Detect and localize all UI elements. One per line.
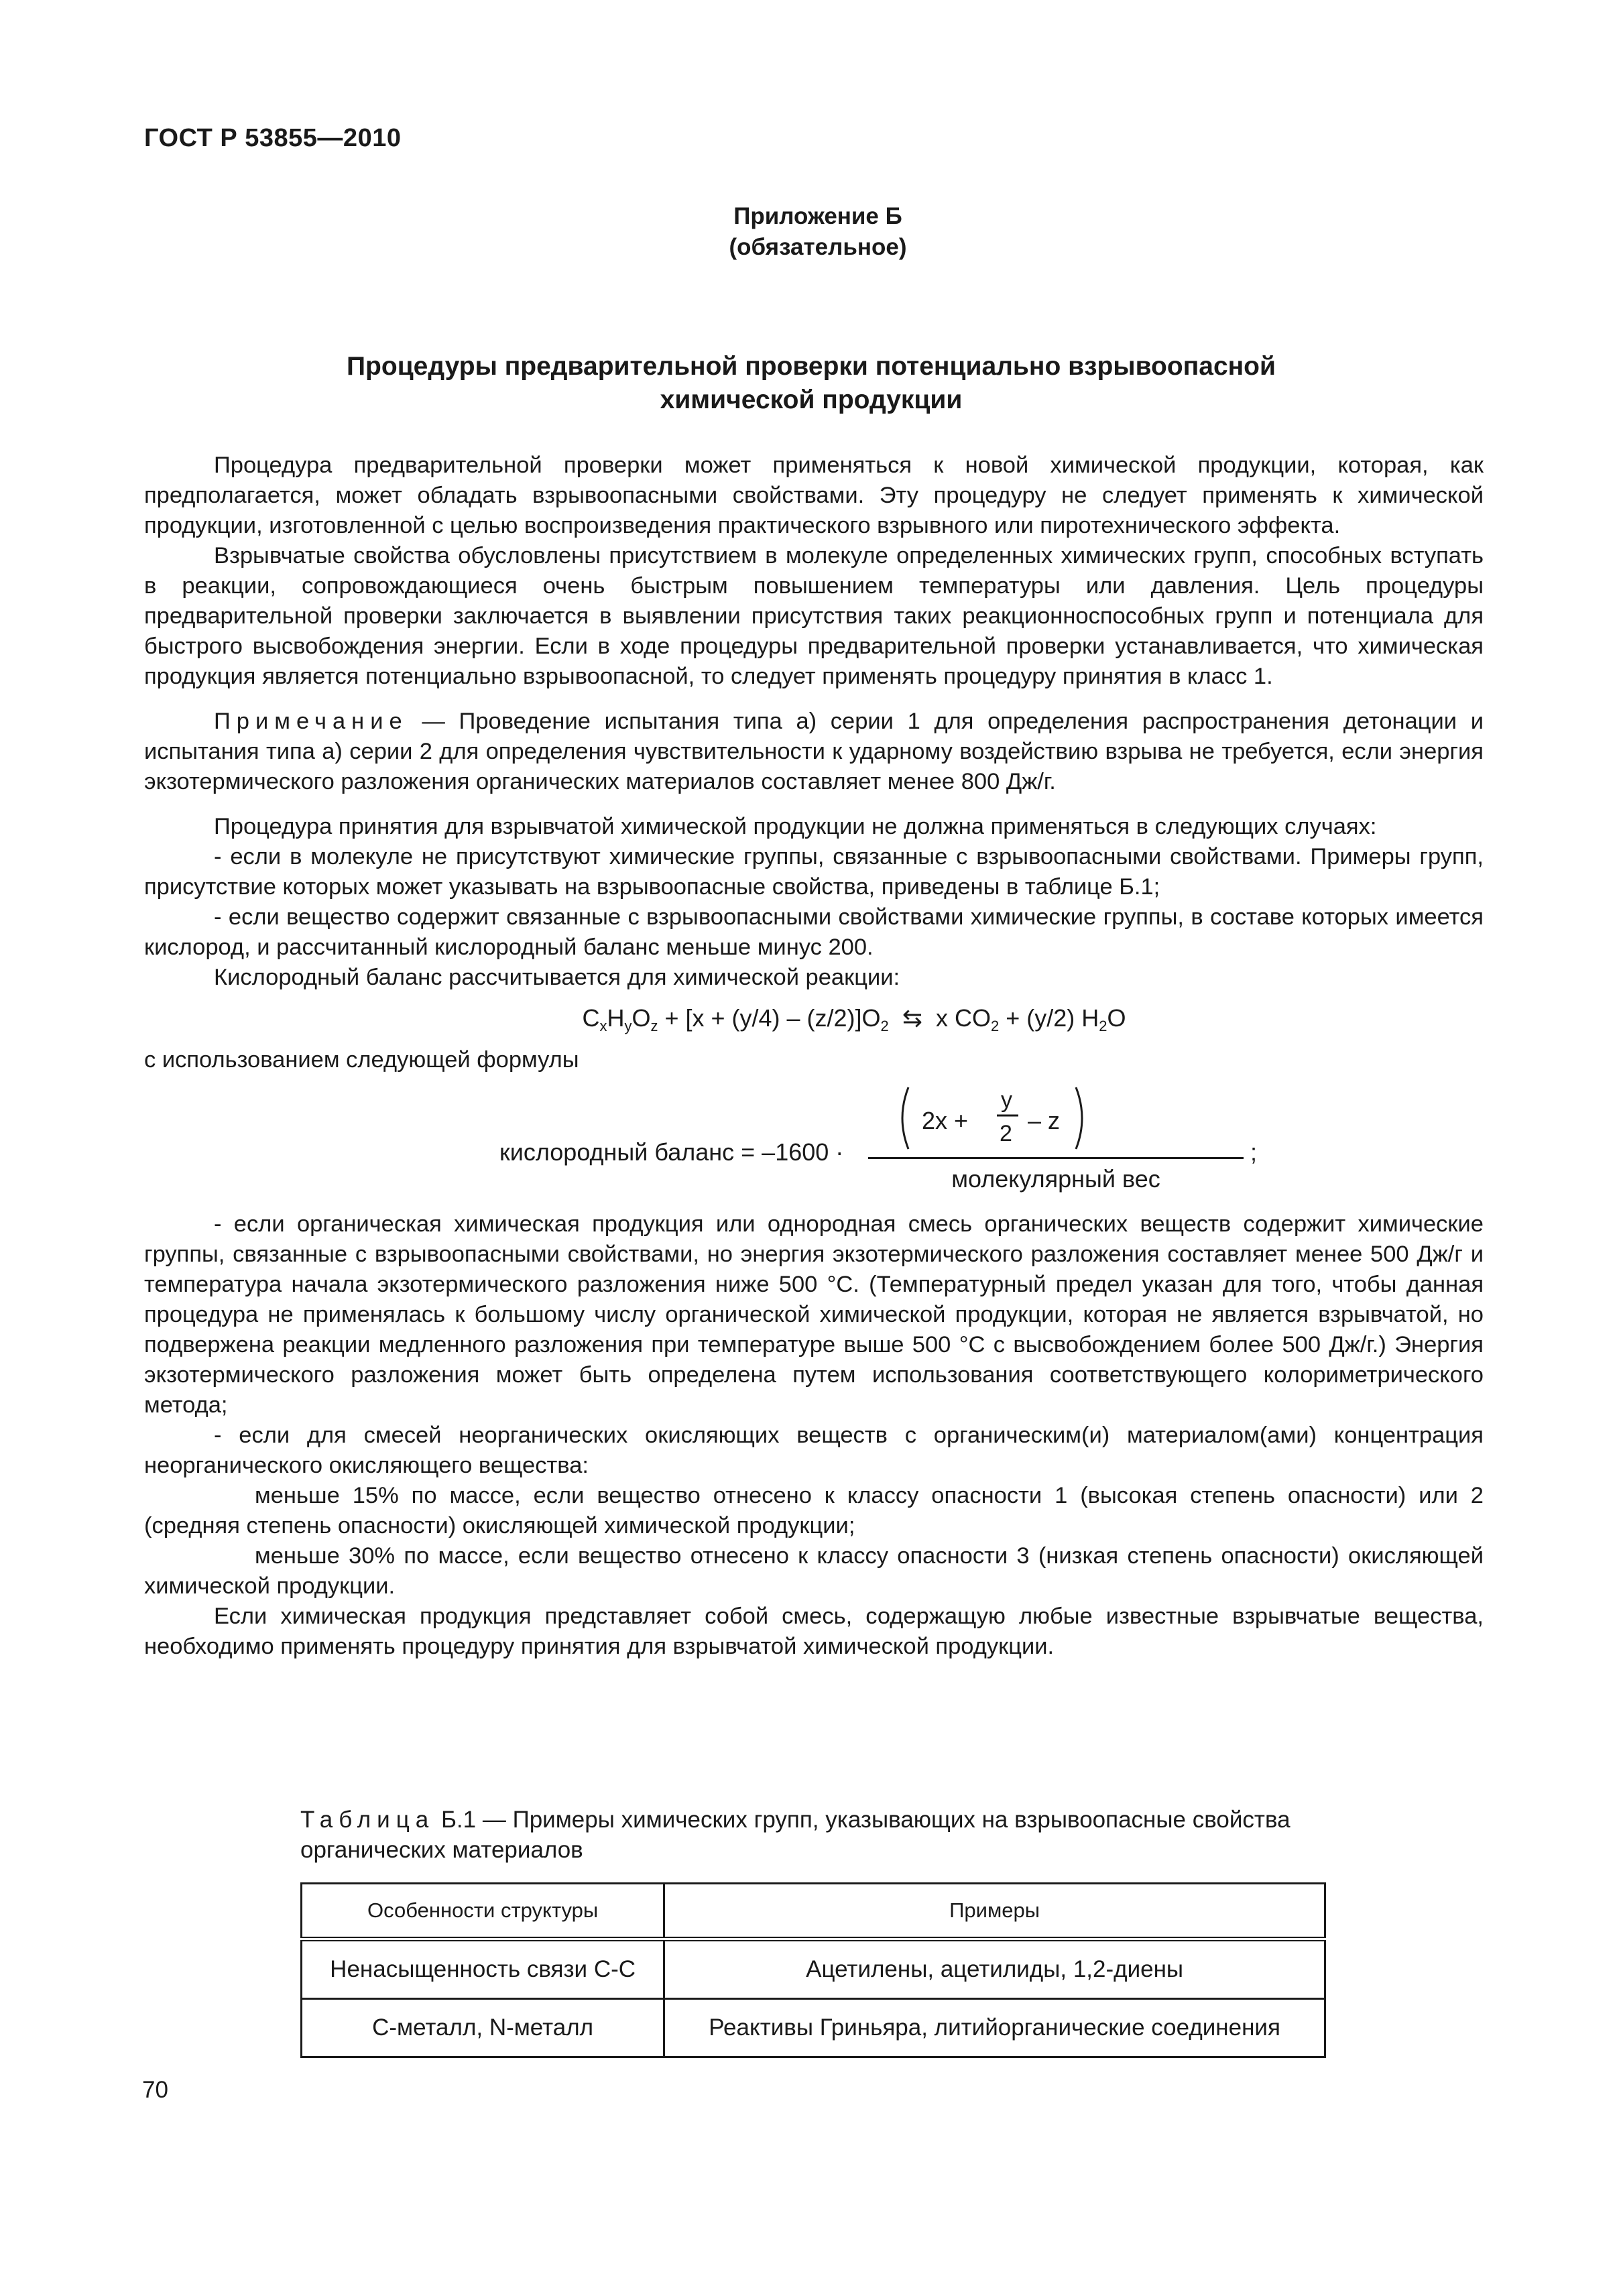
numerator-term-2x: 2x + bbox=[922, 1107, 969, 1134]
bullet-oxygen-balance: - если вещество содержит связанные с взрывоопасными свойствами химические группы, в составе которых имеется кислород, и рассчитанный кислородный баланс меньше минус 200. bbox=[144, 904, 1484, 960]
paragraph-intro: Процедура предварительной проверки может применяться к новой химической продукции, которая, как предполагается, может обладать взрывоопасными свойствами. Эту процедуру не следует применять к химической продукции, изготовленной с целью воспроизведения практического взрывного или пиротехнического эффекта. bbox=[144, 452, 1484, 538]
body-text bbox=[144, 450, 1484, 1662]
table-caption-text: Б.1 — Примеры химических групп, указывающих на взрывоопасные свойства органических материалов bbox=[300, 1807, 1290, 1863]
table-caption-label: Таблица bbox=[300, 1807, 435, 1833]
sub-item-30-percent: меньше 30% по массе, если вещество отнесено к классу опасности 3 (низкая степень опасности) окисляющей химической продукции. bbox=[144, 1543, 1484, 1599]
oxygen-balance-formula bbox=[144, 1082, 1484, 1201]
note-label: Примечание bbox=[214, 709, 408, 734]
sub-item-15-percent: меньше 15% по массе, если вещество отнесено к классу опасности 1 (высокая степень опасности) или 2 (средняя степень опасности) окисляющей химической продукции; bbox=[144, 1483, 1484, 1538]
note-text: — Проведение испытания типа а) серии 1 для определения распространения детонации и испытания типа а) серии 2 для определения чувствительности к ударному воздействию взрыва не требуется, если энергия экзотермического разложения органических материалов составляет менее 800 Дж/г. bbox=[144, 709, 1484, 794]
formula-denominator: молекулярный вес bbox=[951, 1165, 1160, 1193]
table-row bbox=[302, 1939, 1325, 1999]
section-title bbox=[255, 350, 1368, 417]
formula-numerator bbox=[895, 1082, 1257, 1154]
page-number: 70 bbox=[142, 2077, 168, 2103]
numerator-y: y bbox=[1001, 1087, 1012, 1113]
formula-semicolon: ; bbox=[1250, 1138, 1258, 1166]
appendix-status: (обязательное) bbox=[729, 234, 907, 260]
appendix-label: Приложение Б bbox=[733, 203, 902, 229]
equilibrium-arrow: ⇆ bbox=[902, 1004, 922, 1032]
appendix-heading bbox=[603, 201, 1032, 263]
formula-lhs: кислородный баланс = –1600 · bbox=[499, 1138, 844, 1166]
bullet-no-groups: - если в молекуле не присутствуют химические группы, связанные с взрывоопасными свойствами. Примеры групп, присутствие которых может указывать на взрывоопасные свойства, приведены в таблице Б.1; bbox=[144, 844, 1484, 900]
bullet-organic-energy: - если органическая химическая продукция или однородная смесь органических веществ содержит химические группы, связанные с взрывоопасными свойствами, но энергия экзотермического разложения составляет менее 500 Дж/г и температура начала экзотермического разложения ниже 500 °С. (Температурный предел указан для того, чтобы данная процедура не применялась к большому числу органической химической продукции, которая не является взрывчатой, но подвержена реакции медленного разложения при температуре выше 500 °С с высвобождением более 500 Дж/г.) Энергия экзотермического разложения может быть определена путем использования соответствующего колориметрического метода; bbox=[144, 1211, 1484, 1418]
table-cell: С-металл, N-металл bbox=[302, 1999, 664, 2057]
fraction-bar bbox=[868, 1157, 1244, 1159]
numerator-term-z: – z bbox=[1028, 1107, 1061, 1134]
table-cell: Реактивы Гриньяра, литийорганические соединения bbox=[664, 1999, 1325, 2057]
numerator-2: 2 bbox=[1000, 1121, 1012, 1146]
reaction-equation: $C_xH_yO_z + [x + (y/4) - (z/2)]O_2$ ⇆ x $CO_2 + (y/2)$ $H_2O$ bbox=[582, 1004, 1126, 1034]
table-header-cell: Особенности структуры bbox=[302, 1884, 664, 1939]
table-header-cell: Примеры bbox=[664, 1884, 1325, 1939]
section-title-line-2: химической продукции bbox=[660, 385, 963, 414]
document-id: ГОСТ Р 53855—2010 bbox=[144, 124, 402, 152]
paragraph-oxygen-balance: Кислородный баланс рассчитывается для химической реакции: bbox=[214, 965, 900, 990]
bullet-oxidizer-mixtures: - если для смесей неорганических окисляющих веществ с органическим(и) материалом(ами) концентрация неорганического окисляющего вещества: bbox=[144, 1423, 1484, 1478]
table-header-row bbox=[302, 1884, 1325, 1939]
note bbox=[144, 707, 1484, 797]
explosive-groups-table bbox=[300, 1882, 1326, 2058]
paragraph-formula-intro: с использованием следующей формулы bbox=[144, 1047, 579, 1073]
table-cell: Ненасыщенность связи С-С bbox=[302, 1939, 664, 1999]
table-caption bbox=[300, 1805, 1326, 1865]
table-cell: Ацетилены, ацетилиды, 1,2-диены bbox=[664, 1939, 1325, 1999]
paragraph-explosive-properties: Взрывчатые свойства обусловлены присутствием в молекуле определенных химических групп, способных вступать в реакции, сопровождающиеся очень быстрым повышением температуры или давления. Цель процедуры предварительной проверки заключается в выявлении присутствия таких реакционноспособных групп и потенциала для быстрого высвобождения энергии. Если в ходе процедуры предварительной проверки устанавливается, что химическая продукция является потенциально взрывоопасной, то следует применять процедуру принятия в класс 1. bbox=[144, 543, 1484, 689]
paragraph-mixtures: Если химическая продукция представляет собой смесь, содержащую любые известные взрывчатые вещества, необходимо применять процедуру принятия для взрывчатой химической продукции. bbox=[144, 1604, 1484, 1659]
table-row bbox=[302, 1999, 1325, 2057]
paragraph-acceptance: Процедура принятия для взрывчатой химической продукции не должна применяться в следующих случаях: bbox=[214, 814, 1377, 839]
section-title-line-1: Процедуры предварительной проверки потенциально взрывоопасной bbox=[347, 352, 1276, 381]
